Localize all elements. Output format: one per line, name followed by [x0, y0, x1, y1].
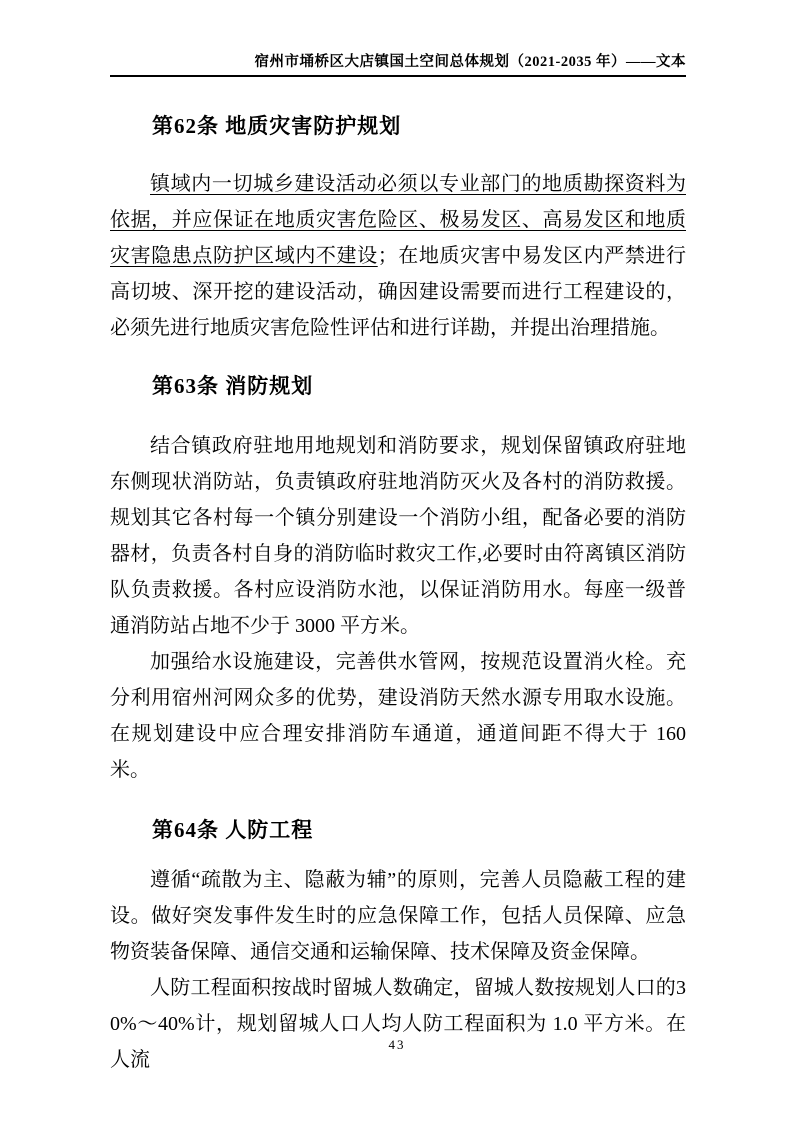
paragraph-fire-station: 结合镇政府驻地用地规划和消防要求，规划保留镇政府驻地东侧现状消防站，负责镇政府驻地消防灭火及各村的消防救援。规划其它各村每一个镇分别建设一个消防小组，配备必要的消防器材，负责各村自身的消防临时救灾工作,必要时由符离镇区消防队负责救援。各村应设消防水池，以保证消防用水。每座一级普通消防站占地不少于 3000 平方米。	[110, 435, 686, 637]
paragraph-water-supply: 加强给水设施建设，完善供水管网，按规范设置消火栓。充分利用宿州河网众多的优势，建设消防天然水源专用取水设施。在规划建设中应合理安排消防车通道，通道间距不得大于 160 米。	[110, 651, 686, 781]
page-header	[110, 52, 686, 77]
underlined-text: 镇域内一切城乡建设活动必须以专业部门的地质勘探资料为依据，并应保证在地质灾害危险区、极易发区、高易发区和地质灾害隐患点防护区域内不建设	[110, 173, 686, 267]
paragraph-geological-hazard	[110, 166, 686, 346]
section-heading-article-64: 第64条 人防工程	[152, 818, 314, 842]
page-footer	[0, 1036, 794, 1054]
header-title: 宿州市埇桥区大店镇国土空间总体规划（2021-2035 年）——文本	[254, 54, 686, 70]
page-number: 43	[388, 1037, 406, 1052]
paragraph-civil-defense-principle: 遵循“疏散为主、隐蔽为辅”的原则，完善人员隐蔽工程的建设。做好突发事件发生时的应急保障工作，包括人员保障、应急物资装备保障、通信交通和运输保障、技术保障及资金保障。	[110, 869, 686, 963]
document-body	[110, 100, 686, 1078]
section-heading-article-63: 第63条 消防规划	[152, 374, 314, 398]
paragraph-civil-defense-area: 人防工程面积按战时留城人数确定，留城人数按规划人口的30%～40%计，规划留城人口人均人防工程面积为 1.0 平方米。在人流	[110, 977, 686, 1071]
header-rule	[110, 75, 686, 77]
section-heading-article-62: 第62条 地质灾害防护规划	[152, 114, 402, 138]
paragraph-text: ；在地质灾害中易发区内严禁进行高切坡、深开挖的建设活动，确因建设需要而进行工程建设的，必须先进行地质灾害危险性评估和进行详勘，并提出治理措施。	[110, 245, 687, 339]
